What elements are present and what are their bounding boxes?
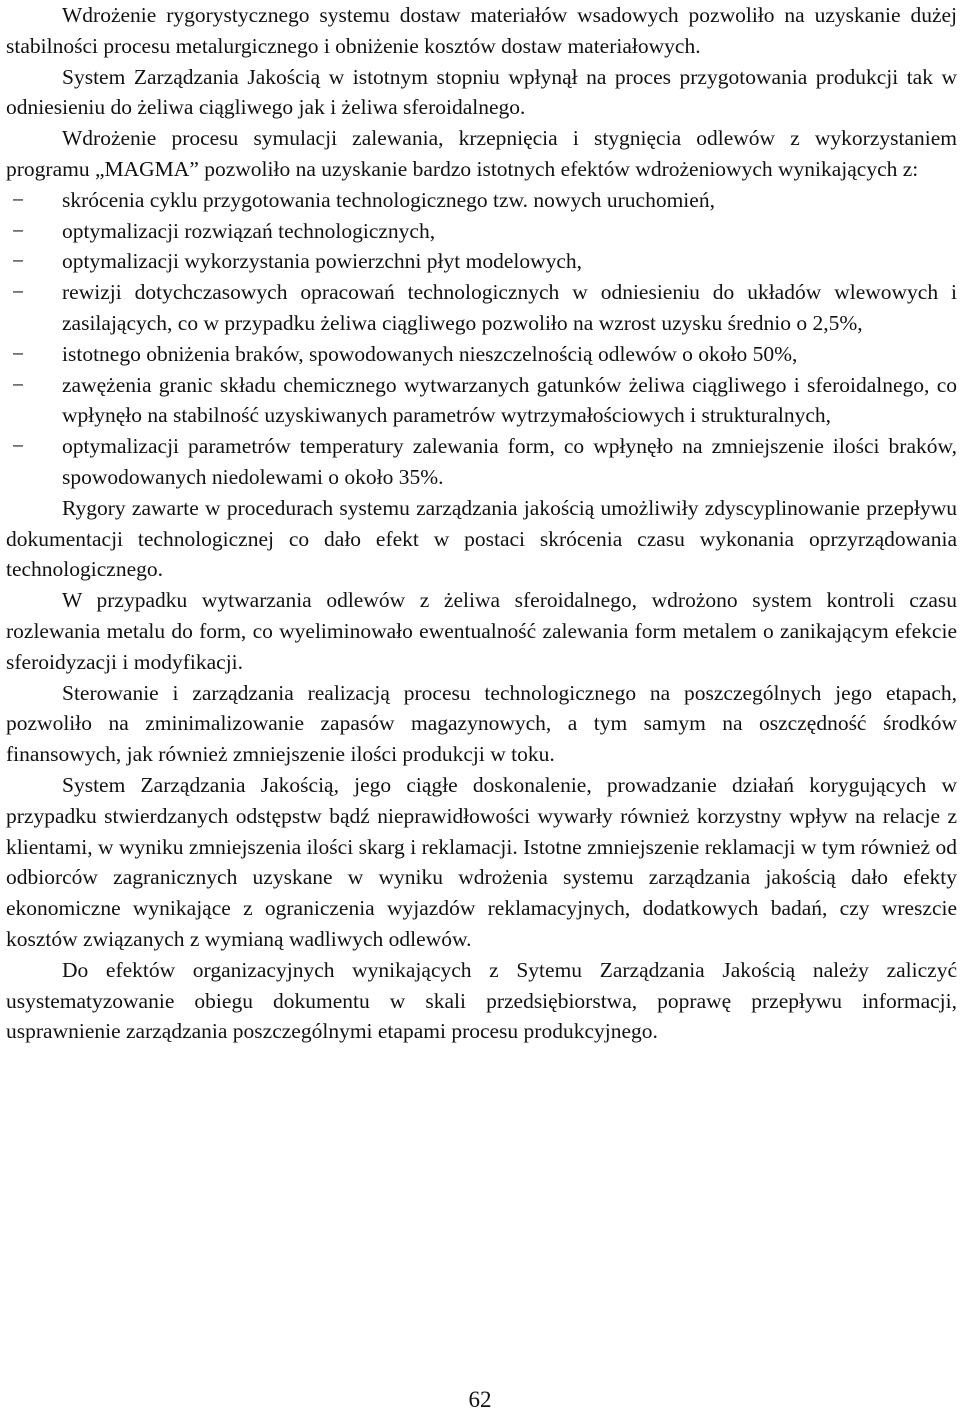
- paragraph-quality-system-production: System Zarządzania Jakością w istotnym stopniu wpłynął na proces przygotowania produkcji tak w odniesieniu do żeliwa ciągliwego jak i żeliwa sferoidalnego.: [6, 64, 957, 120]
- list-item: [6, 370, 957, 432]
- paragraph-spheroidal-iron: W przypadku wytwarzania odlewów z żeliwa sferoidalnego, wdrożono system kontroli czasu rozlewania metalu do form, co wyeliminowało ewentualność zalewania form metalem o zanikającym efekcie sferoidyzacji i modyfikacji.: [6, 588, 957, 674]
- paragraph-magma-simulation: Wdrożenie procesu symulacji zalewania, krzepnięcia i stygnięcia odlewów z wykorzystaniem programu „MAGMA” pozwoliło na uzyskanie bardzo istotnych efektów wdrożeniowych wynikających z:: [6, 126, 957, 181]
- list-item: [6, 339, 957, 370]
- document-page: [6, 0, 957, 1047]
- paragraph-material-supply: Wdrożenie rygorystycznego systemu dostaw materiałów wsadowych pozwoliło na uzyskanie dużej stabilności procesu metalurgicznego i obniżenie kosztów dostaw materiałowych.: [6, 3, 957, 58]
- list-item: [6, 185, 957, 216]
- list-item-text: optymalizacji wykorzystania powierzchni płyt modelowych,: [62, 249, 583, 274]
- paragraph-procedures: Rygory zawarte w procedurach systemu zarządzania jakością umożliwiły zdyscyplinowanie przepływu dokumentacji technologicznej co dało efekt w postaci skrócenia czasu wykonania oprzyrządowania technologicznego.: [6, 495, 957, 582]
- dash-bullet-icon: −: [12, 218, 25, 243]
- dash-bullet-icon: −: [12, 434, 25, 459]
- list-item-text: optymalizacji rozwiązań technologicznych,: [62, 218, 436, 243]
- page-number: 62: [468, 1387, 492, 1412]
- list-item-text: optymalizacji parametrów temperatury zalewania form, co wpłynęło na zmniejszenie ilości braków, spowodowanych niedolewami o około 35%.: [62, 434, 957, 489]
- list-item: [6, 246, 957, 277]
- list-item: [6, 277, 957, 339]
- list-item-text: skrócenia cyklu przygotowania technologicznego tzw. nowych uruchomień,: [62, 187, 715, 212]
- dash-bullet-icon: −: [12, 187, 25, 212]
- dash-bullet-icon: −: [12, 341, 25, 366]
- effects-list: [6, 185, 957, 493]
- paragraph-organizational-effects: Do efektów organizacyjnych wynikających z Sytemu Zarządzania Jakością należy zaliczyć usystematyzowanie obiegu dokumentu w skali przedsiębiorstwa, poprawę przepływu informacji, usprawnienie zarządzania poszczególnymi etapami procesu produkcyjnego.: [6, 957, 957, 1044]
- dash-bullet-icon: −: [12, 280, 25, 305]
- paragraph-process-control: Sterowanie i zarządzania realizacją procesu technologicznego na poszczególnych jego etapach, pozwoliło na zminimalizowanie zapasów magazynowych, a tym samym na oszczędność środków finansowych, jak również zmniejszenie ilości produkcji w toku.: [6, 680, 957, 767]
- dash-bullet-icon: −: [12, 249, 25, 274]
- dash-bullet-icon: −: [12, 372, 25, 397]
- list-item: [6, 216, 957, 247]
- paragraph-customer-relations: System Zarządzania Jakością, jego ciągłe doskonalenie, prowadzanie działań korygujących w przypadku stwierdzanych odstępstw bądź nieprawidłowości wywarły również korzystny wpływ na relacje z klientami, w wyniku zmniejszenia ilości skarg i reklamacji. Istotne zmniejszenie reklamacji w tym również od odbiorców zagranicznych uzyskane w wyniku wdrożenia systemu zarządzania jakością dało efekty ekonomiczne wynikające z ograniczenia wyjazdów reklamacyjnych, dodatkowych badań, czy wreszcie kosztów związanych z wymianą wadliwych odlewów.: [6, 772, 957, 951]
- list-item-text: zawężenia granic składu chemicznego wytwarzanych gatunków żeliwa ciągliwego i sferoidalnego, co wpłynęło na stabilność uzyskiwanych parametrów wytrzymałościowych i strukturalnych,: [62, 372, 957, 428]
- list-item-text: rewizji dotychczasowych opracowań technologicznych w odniesieniu do układów wlewowych i zasilających, co w przypadku żeliwa ciągliwego pozwoliło na wzrost uzysku średnio o 2,5%,: [62, 280, 957, 335]
- list-item-text: istotnego obniżenia braków, spowodowanych nieszczelnością odlewów o około 50%,: [62, 341, 798, 366]
- list-item: [6, 431, 957, 493]
